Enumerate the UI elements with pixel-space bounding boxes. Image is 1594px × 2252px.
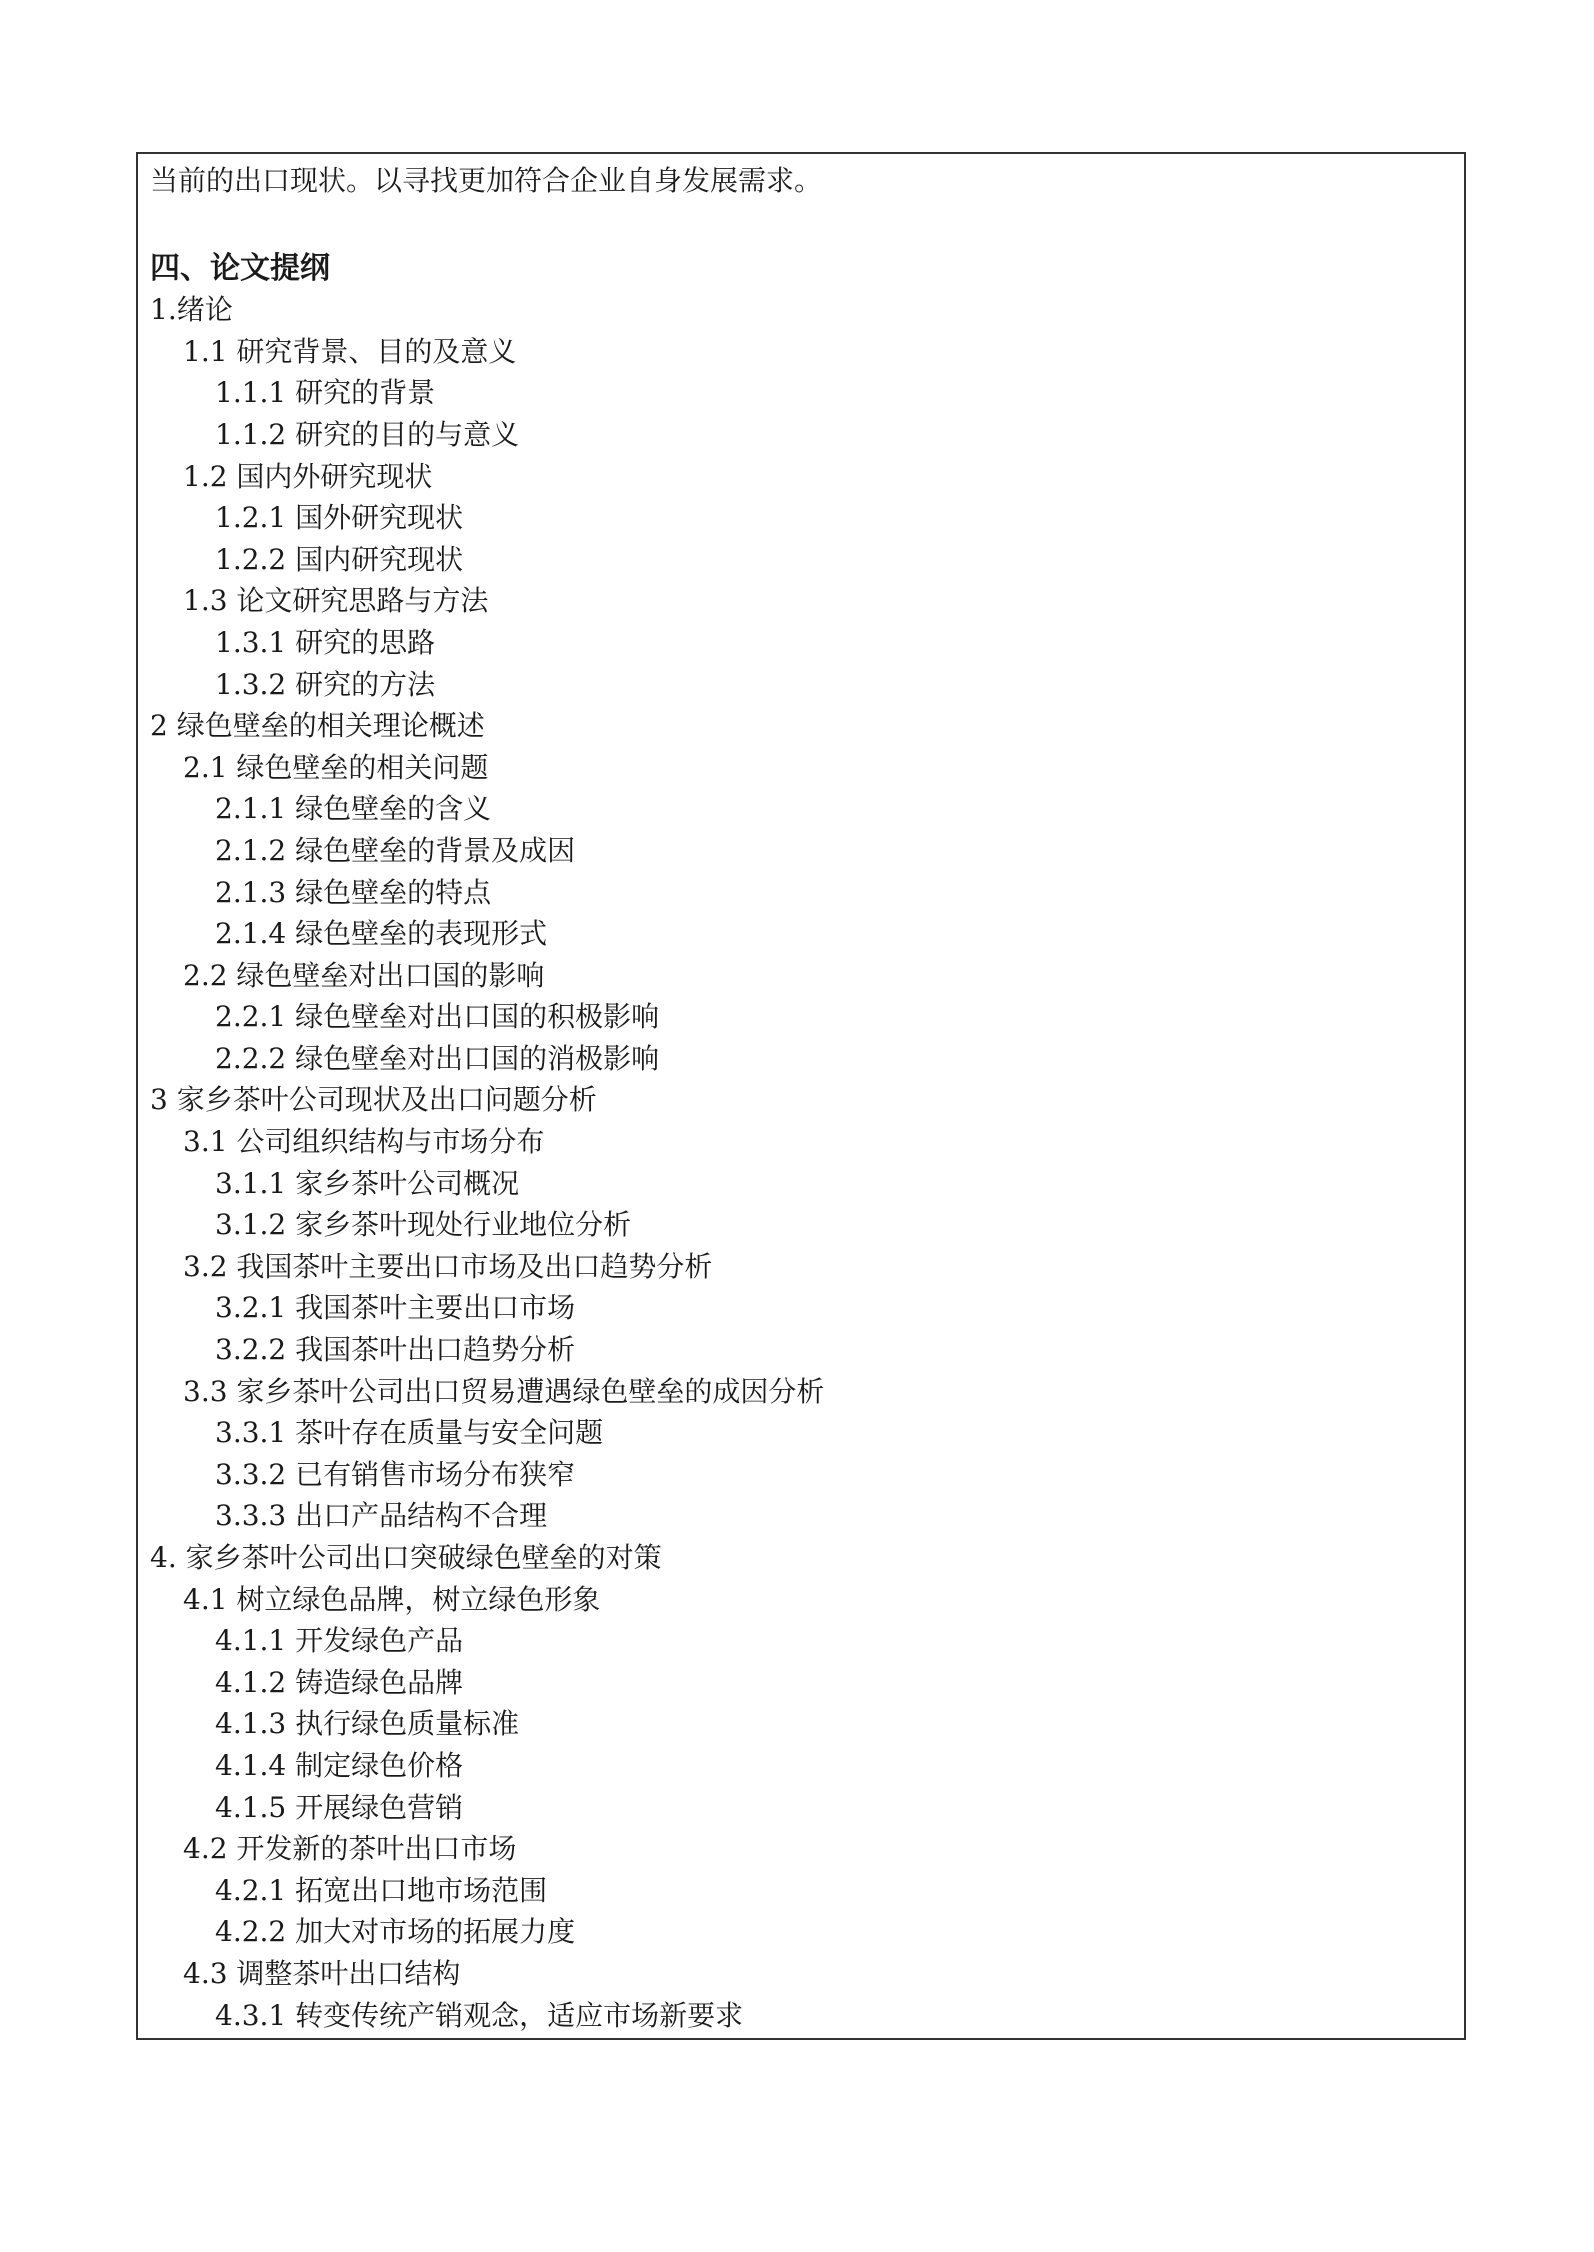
outline-item-level-2: 3.3 家乡茶叶公司出口贸易遭遇绿色壁垒的成因分析: [183, 1374, 825, 1408]
outline-item-level-1: 4. 家乡茶叶公司出口突破绿色壁垒的对策: [150, 1541, 662, 1574]
outline-item-level-2: 3.2 我国茶叶主要出口市场及出口趋势分析: [183, 1249, 713, 1283]
outline-item-level-3: 1.2.2 国内研究现状: [215, 542, 464, 576]
outline-item-level-2: 4.3 调整茶叶出口结构: [183, 1956, 461, 1990]
outline-item-level-3: 3.2.1 我国茶叶主要出口市场: [215, 1291, 576, 1325]
outline-item-level-3: 2.2.1 绿色壁垒对出口国的积极影响: [215, 1000, 660, 1034]
outline-item-level-3: 4.2.1 拓宽出口地市场范围: [215, 1873, 548, 1907]
outline-item-level-3: 2.2.2 绿色壁垒对出口国的消极影响: [215, 1041, 660, 1075]
outline-item-level-2: 3.1 公司组织结构与市场分布: [183, 1125, 545, 1159]
outline-item-level-3: 1.1.2 研究的目的与意义: [215, 417, 520, 451]
outline-item-level-1: 2 绿色壁垒的相关理论概述: [150, 709, 485, 743]
outline-item-level-3: 3.3.3 出口产品结构不合理: [215, 1499, 548, 1533]
outline-item-level-3: 4.2.2 加大对市场的拓展力度: [215, 1915, 576, 1949]
outline-item-level-3: 4.1.1 开发绿色产品: [215, 1624, 464, 1658]
outline-item-level-3: 1.1.1 研究的背景: [215, 376, 436, 410]
outline-item-level-2: 1.1 研究背景、目的及意义: [183, 334, 517, 368]
outline-item-level-3: 3.3.1 茶叶存在质量与安全问题: [215, 1416, 604, 1450]
outline-item-level-1: 1.绪论: [150, 293, 233, 327]
outline-item-level-3: 4.3.1 转变传统产销观念，适应市场新要求: [215, 1998, 744, 2032]
outline-item-level-3: 3.2.2 我国茶叶出口趋势分析: [215, 1333, 576, 1367]
outline-item-level-2: 2.2 绿色壁垒对出口国的影响: [183, 958, 545, 992]
outline-item-level-2: 2.1 绿色壁垒的相关问题: [183, 750, 489, 784]
intro-paragraph: 当前的出口现状。以寻找更加符合企业自身发展需求。: [150, 164, 823, 197]
outline-item-level-3: 2.1.1 绿色壁垒的含义: [215, 792, 492, 826]
outline-item-level-3: 4.1.3 执行绿色质量标准: [215, 1707, 520, 1741]
outline-item-level-2: 4.1 树立绿色品牌，树立绿色形象: [183, 1582, 601, 1616]
outline-item-level-3: 1.2.1 国外研究现状: [215, 501, 464, 535]
outline-item-level-3: 2.1.2 绿色壁垒的背景及成因: [215, 833, 576, 867]
thesis-outline: [150, 289, 1450, 2036]
document-content: [150, 160, 1450, 2036]
outline-item-level-3: 3.3.2 已有销售市场分布狭窄: [215, 1457, 576, 1491]
outline-item-level-3: 4.1.4 制定绿色价格: [215, 1748, 464, 1782]
outline-item-level-3: 4.1.2 铸造绿色品牌: [215, 1665, 464, 1699]
outline-item-level-2: 1.3 论文研究思路与方法: [183, 584, 489, 618]
outline-item-level-3: 2.1.4 绿色壁垒的表现形式: [215, 917, 548, 951]
outline-item-level-3: 3.1.1 家乡茶叶公司概况: [215, 1166, 520, 1200]
outline-item-level-3: 2.1.3 绿色壁垒的特点: [215, 875, 492, 909]
outline-item-level-3: 4.1.5 开展绿色营销: [215, 1790, 464, 1824]
outline-item-level-3: 1.3.2 研究的方法: [215, 667, 436, 701]
outline-item-level-1: 3 家乡茶叶公司现状及出口问题分析: [150, 1083, 597, 1117]
outline-item-level-3: 1.3.1 研究的思路: [215, 625, 436, 659]
section-heading: 四、论文提纲: [150, 250, 330, 286]
outline-item-level-3: 3.1.2 家乡茶叶现处行业地位分析: [215, 1208, 632, 1242]
outline-item-level-2: 4.2 开发新的茶叶出口市场: [183, 1832, 517, 1866]
outline-item-level-2: 1.2 国内外研究现状: [183, 459, 433, 493]
